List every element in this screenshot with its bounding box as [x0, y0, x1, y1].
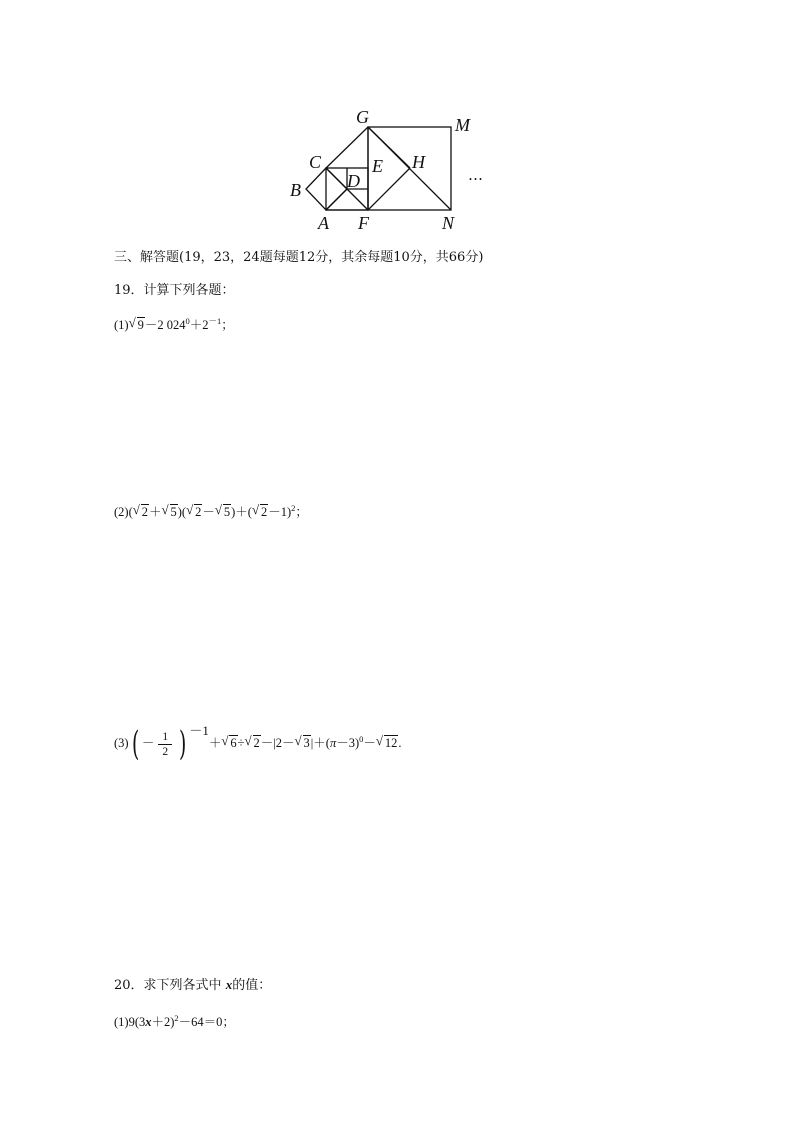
q20-p1-prefix: (1)9(3: [114, 1015, 146, 1029]
label-d: D: [347, 171, 360, 191]
q19-p1-end: ；: [221, 318, 234, 332]
q19-p2-mid2: )＋(: [231, 505, 252, 519]
q20-p1-exp: 2: [174, 1013, 179, 1023]
q19-p3-exp: －1: [189, 723, 209, 738]
label-b: B: [290, 180, 301, 200]
sqrt-5b: √ 5: [216, 504, 231, 520]
label-f: F: [358, 213, 369, 233]
q19-p1-mid: －2 024: [144, 318, 186, 332]
q19-p2-mid1: )(: [177, 505, 187, 519]
q20-part1: [114, 1010, 235, 1030]
q19-p3-prefix: (3): [114, 736, 129, 750]
q20-var: x: [225, 977, 233, 992]
q19-p3-seg4: －: [363, 736, 376, 750]
square-spiral-diagram: [280, 100, 510, 240]
q19-part3: [114, 714, 402, 765]
q19-p3-pi: π: [329, 736, 337, 750]
q20-p1-tail: －64＝0；: [178, 1015, 235, 1029]
q19-p3-seg1: －|2－: [260, 736, 295, 750]
label-n: N: [442, 213, 455, 233]
q19-part1: [114, 313, 234, 333]
q19-p2-tail: －1): [268, 505, 292, 519]
left-paren: (: [131, 724, 139, 765]
q19-part2: [114, 500, 308, 520]
q19-p2-minus: －: [202, 505, 215, 519]
q19-p1-plus: ＋2: [189, 318, 209, 332]
q19-p3-div: ÷: [237, 736, 245, 750]
sqrt-9: √ 9: [130, 317, 145, 333]
q19-p3-minus: －: [141, 736, 155, 750]
q19-p2-plus: ＋: [149, 505, 162, 519]
label-g: G: [356, 107, 369, 127]
q19-p2-exp: 2: [291, 503, 296, 513]
sqrt-2b: √ 2: [187, 504, 202, 520]
q19-p3-seg3: －3): [336, 736, 360, 750]
q19-p1-prefix: (1): [114, 318, 129, 332]
geometry-figure: [280, 100, 510, 240]
q19-p2-prefix: (2)(: [114, 505, 133, 519]
sqrt-5a: √ 5: [163, 504, 178, 520]
segment-cg: [326, 127, 368, 168]
q19-p1-expneg: －1: [208, 316, 222, 326]
fraction-half: $\frac{1}{2}$: [158, 730, 172, 759]
sqrt-12: √ 12: [377, 726, 399, 760]
ellipsis: …: [468, 166, 483, 184]
q19-p2-end: ；: [295, 505, 308, 519]
sqrt-2a: √ 2: [134, 504, 149, 520]
q19-title: 19．计算下列各题：: [114, 283, 235, 298]
sqrt-3: √ 3: [296, 726, 311, 760]
q20-title-pre: 20．求下列各式中: [114, 978, 226, 993]
label-a: A: [318, 213, 329, 233]
q20-title-post: 的值：: [232, 978, 272, 993]
label-c: C: [309, 152, 322, 172]
label-m: M: [455, 115, 470, 135]
q20-p1-mid: ＋2): [151, 1015, 175, 1029]
q19-p3-end: .: [398, 736, 402, 750]
q19-p3-plus: ＋: [208, 736, 222, 750]
label-h: H: [412, 152, 425, 172]
q19-p1-exp0: 0: [185, 316, 190, 326]
q20-title: [114, 977, 271, 994]
label-e: E: [372, 156, 383, 176]
q19-p3-seg2: |＋(: [310, 736, 330, 750]
section-heading: 三、解答题(19，23，24题每题12分，其余每题10分，共66分): [114, 250, 484, 265]
q19-p3-exp0: 0: [359, 734, 364, 744]
sqrt-2c: √ 2: [253, 504, 268, 520]
right-paren: ): [179, 724, 187, 765]
segment-ad: [326, 189, 347, 210]
sqrt-2: √ 2: [246, 726, 261, 760]
sqrt-6: √ 6: [222, 726, 237, 760]
q20-p1-var: x: [145, 1015, 152, 1029]
